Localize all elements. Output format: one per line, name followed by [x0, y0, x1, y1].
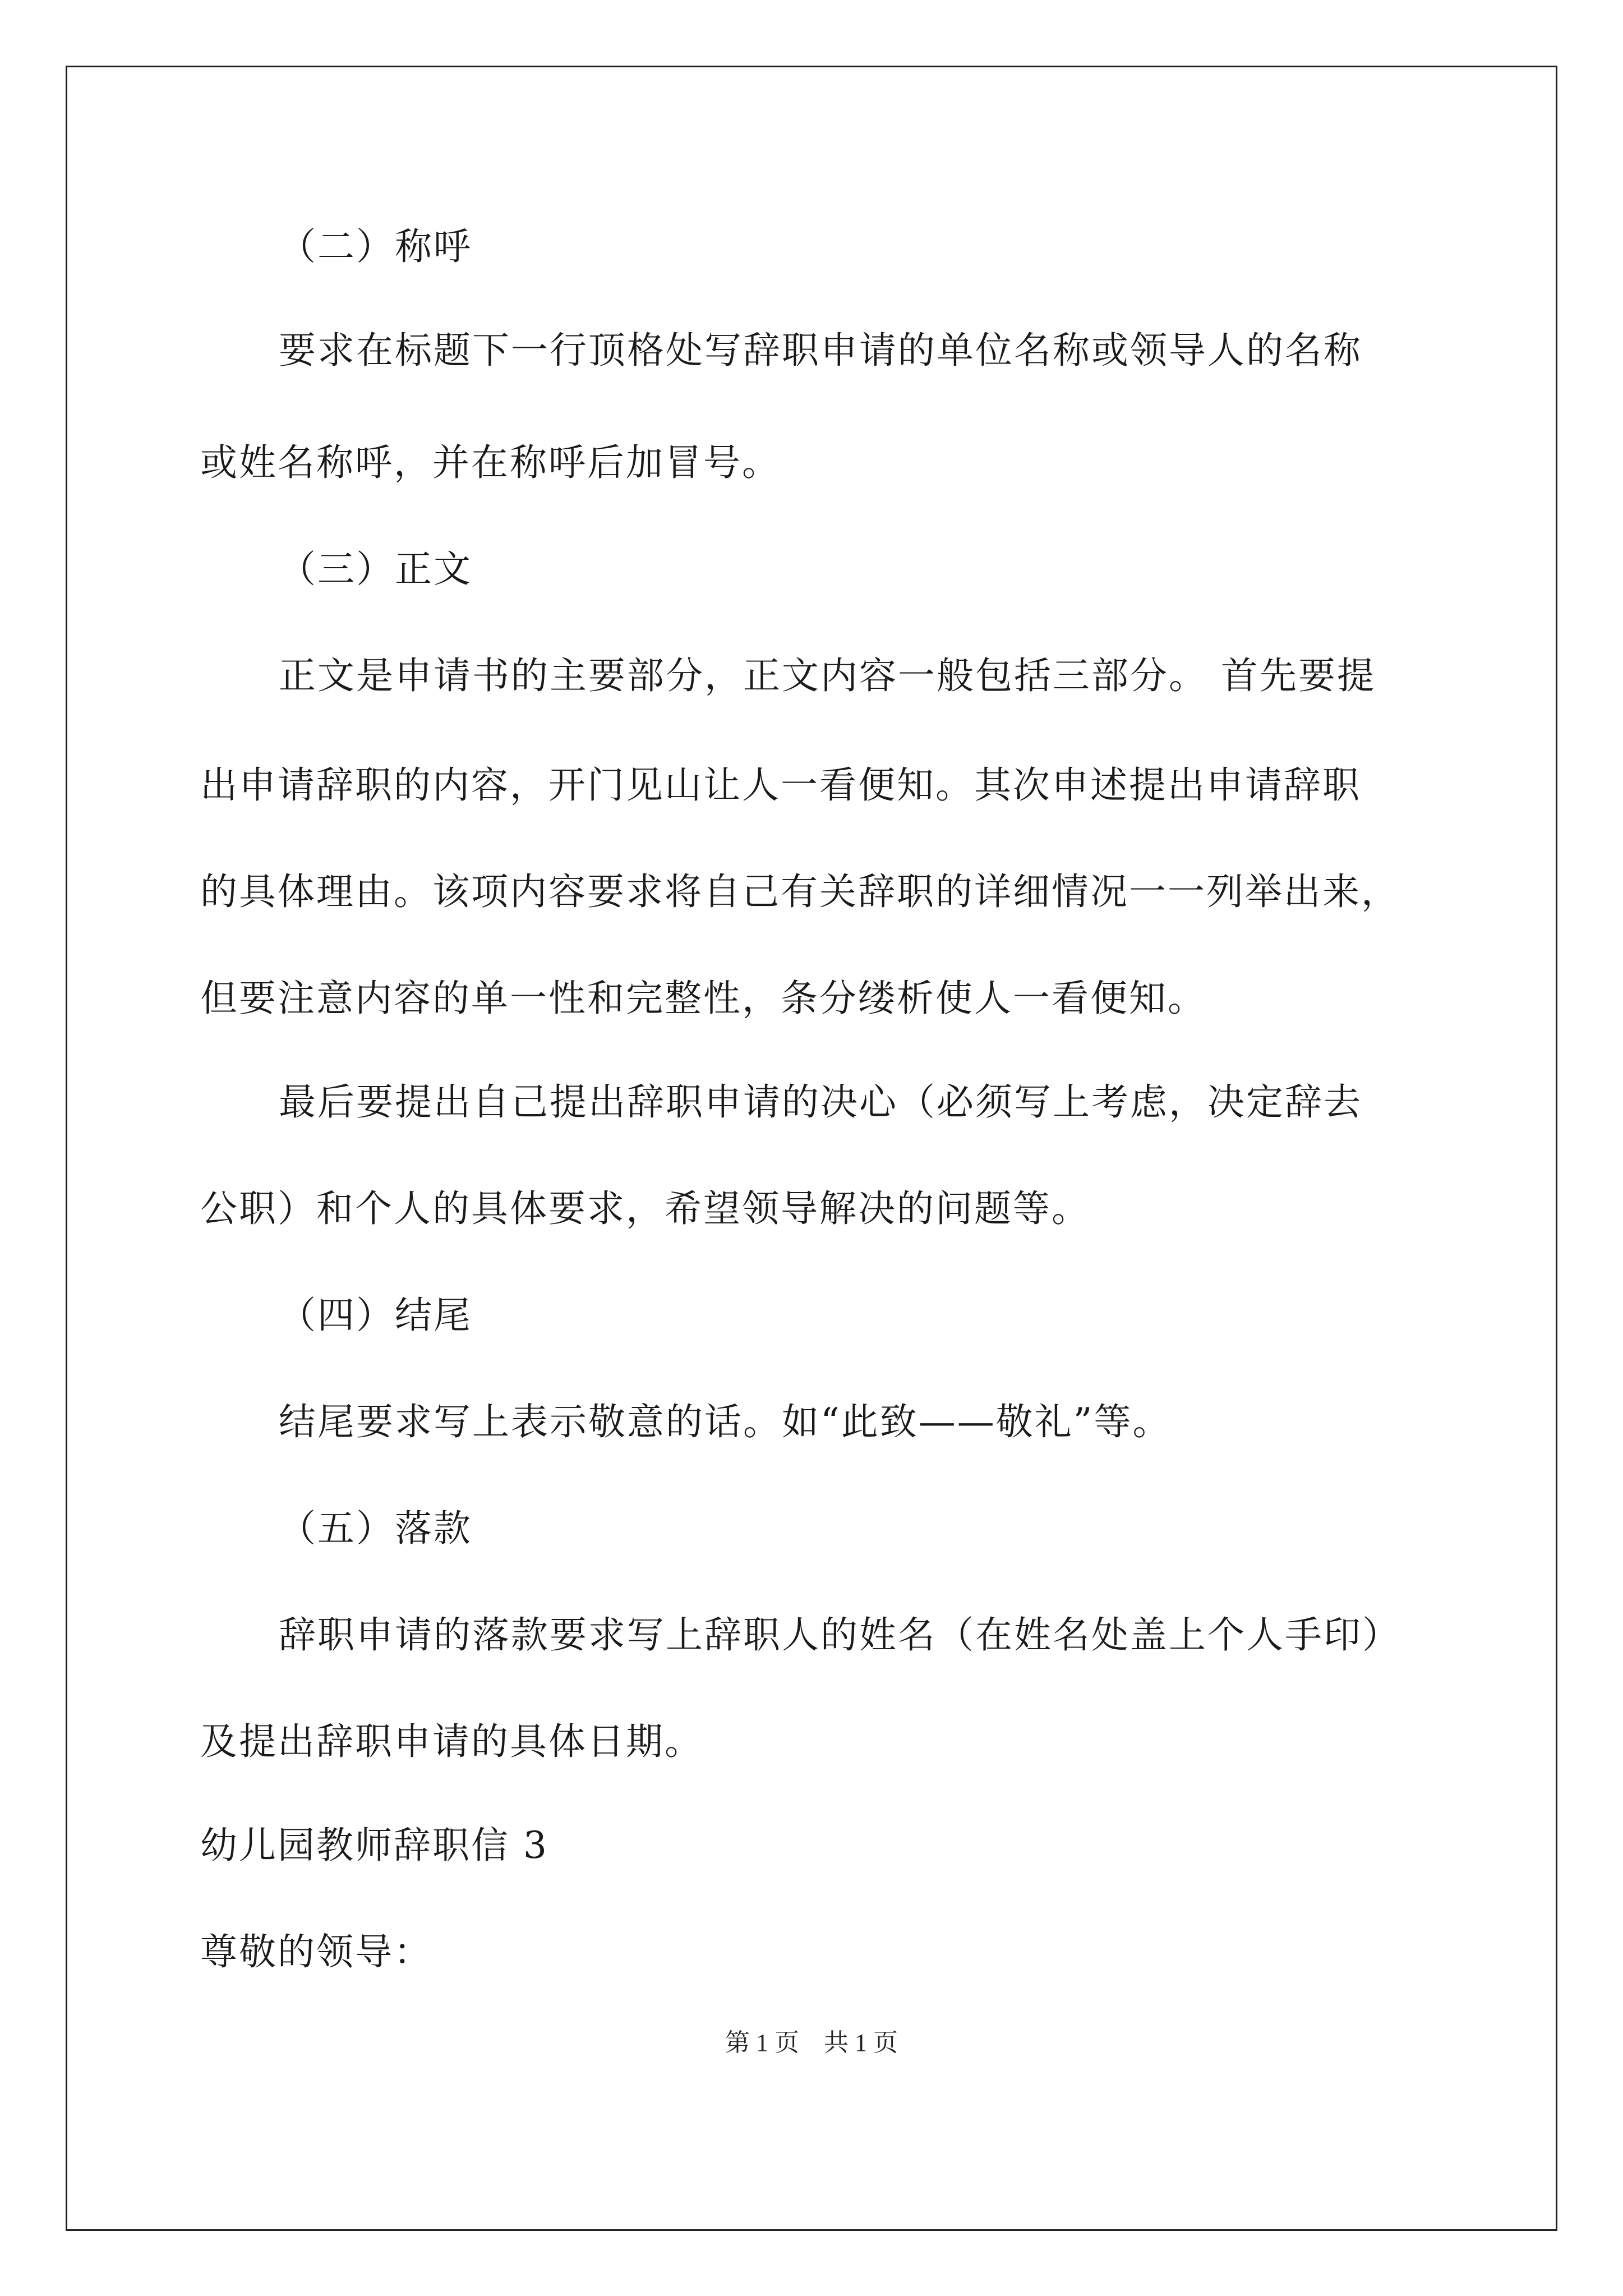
letter-title: 幼儿园教师辞职信 3	[200, 1824, 548, 1867]
paragraph-line: 及提出辞职申请的具体日期。	[200, 1720, 703, 1763]
paragraph-line: 但要注意内容的单一性和完整性，条分缕析使人一看便知。	[200, 977, 1206, 1020]
paragraph-line: 出申请辞职的内容，开门见山让人一看便知。其次申述提出申请辞职	[200, 763, 1361, 807]
paragraph-line: 结尾要求写上表示敬意的话。如“此致——敬礼”等。	[279, 1400, 1172, 1443]
paragraph-line: 或姓名称呼，并在称呼后加冒号。	[200, 441, 781, 484]
paragraph-line: 的具体理由。该项内容要求将自己有关辞职的详细情况一一列举出来，	[200, 870, 1400, 913]
section-heading-signature: （五）落款	[279, 1507, 472, 1550]
section-heading-salutation: （二）称呼	[279, 225, 472, 268]
section-heading-body: （三）正文	[279, 547, 472, 591]
page-border	[66, 66, 1557, 2231]
paragraph-line: 要求在标题下一行顶格处写辞职申请的单位名称或领导人的名称	[279, 329, 1362, 372]
paragraph-line: 公职）和个人的具体要求，希望领导解决的问题等。	[200, 1187, 1090, 1230]
letter-salutation: 尊敬的领导：	[200, 1930, 432, 1973]
page-footer: 第 1 页 共 1 页	[725, 2029, 898, 2056]
section-heading-closing: （四）结尾	[279, 1294, 472, 1337]
paragraph-line: 正文是申请书的主要部分，正文内容一般包括三部分。 首先要提	[279, 654, 1376, 697]
paragraph-line: 辞职申请的落款要求写上辞职人的姓名（在姓名处盖上个人手印）	[279, 1613, 1401, 1657]
paragraph-line: 最后要提出自己提出辞职申请的决心（必须写上考虑，决定辞去	[279, 1080, 1362, 1124]
